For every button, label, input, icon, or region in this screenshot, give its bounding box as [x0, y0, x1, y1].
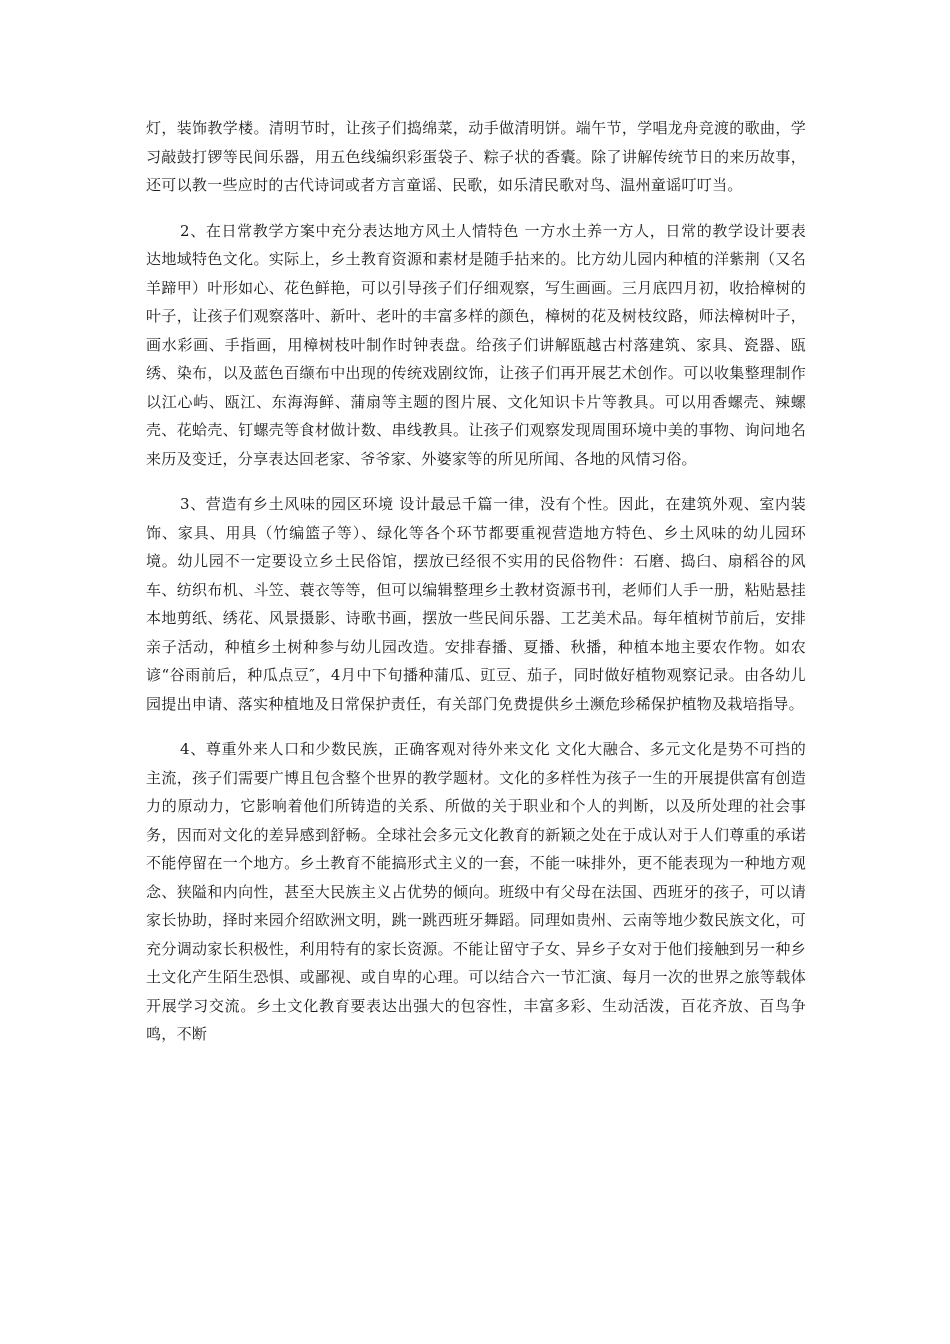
- document-body: [146, 114, 806, 1066]
- paragraph-section-3: 3、营造有乡土风味的园区环境 设计最忌千篇一律，没有个性。因此，在建筑外观、室内装饰、家具、用具（竹编篮子等）、绿化等各个环节都要重视营造地方特色、乡土风味的幼儿园环境。幼儿园不一定要设立乡土民俗馆，摆放已经很不实用的民俗物件：石磨、捣臼、扇稻谷的风车、纺织布机、斗笠、蓑衣等等，但可以编辑整理乡土教材资源书刊，老师们人手一册，粘贴悬挂本地剪纸、绣花、风景摄影、诗歌书画，摆放一些民间乐器、工艺美术品。每年植树节前后，安排亲子活动，种植乡土树种参与幼儿园改造。安排春播、夏播、秋播，种植本地主要农作物。如农谚“谷雨前后，种瓜点豆″，4月中下旬播种蒲瓜、豇豆、茄子，同时做好植物观察记录。由各幼儿园提出申请、落实种植地及日常保护责任，有关部门免费提供乡土濒危珍稀保护植物及栽培指导。: [146, 495, 806, 713]
- paragraph-continuation: 灯，装饰教学楼。清明节时，让孩子们捣绵菜，动手做清明饼。端午节，学唱龙舟竞渡的歌曲，学习敲鼓打锣等民间乐器，用五色线编织彩蛋袋子、粽子状的香囊。除了讲解传统节日的来历故事，还可以教一些应时的古代诗词或者方言童谣、民歌，如乐清民歌对鸟、温州童谣叮叮当。: [146, 119, 806, 194]
- paragraph-section-2: 2、在日常教学方案中充分表达地方风土人情特色 一方水土养一方人，日常的教学设计要表达地域特色文化。实际上，乡土教育资源和素材是随手拈来的。比方幼儿园内种植的洋紫荆（又名羊蹄甲）叶形如心、花色鲜艳，可以引导孩子们仔细观察，写生画画。三月底四月初，收拾樟树的叶子，让孩子们观察落叶、新叶、老叶的丰富多样的颜色，樟树的花及树枝纹路，师法樟树叶子，画水彩画、手指画，用樟树枝叶制作时钟表盘。给孩子们讲解瓯越古村落建筑、家具、瓷器、瓯绣、染布，以及蓝色百缬布中出现的传统戏剧纹饰，让孩子们再开展艺术创作。可以收集整理制作以江心屿、瓯江、东海海鲜、蒲扇等主题的图片展、文化知识卡片等教具。可以用香螺壳、辣螺壳、花蛤壳、钉螺壳等食材做计数、串线教具。让孩子们观察发现周围环境中美的事物、询问地名来历及变迁，分享表达回老家、爷爷家、外婆家等的所见所闻、各地的风情习俗。: [146, 221, 806, 468]
- paragraph-section-4: 4、尊重外来人口和少数民族，正确客观对待外来文化 文化大融合、多元文化是势不可挡的主流，孩子们需要广博且包含整个世界的教学题材。文化的多样性为孩子一生的开展提供富有创造力的原动力，它影响着他们所铸造的关系、所做的关于职业和个人的判断，以及所处理的社会事务，因而对文化的差异感到舒畅。全球社会多元文化教育的新颖之处在于成认对于人们尊重的承诺不能停留在一个地方。乡土教育不能搞形式主义的一套，不能一味排外，更不能表现为一种地方观念、狭隘和内向性，甚至大民族主义占优势的倾向。班级中有父母在法国、西班牙的孩子，可以请家长协助，择时来园介绍欧洲文明，跳一跳西班牙舞蹈。同理如贵州、云南等地少数民族文化，可充分调动家长积极性，利用特有的家长资源。不能让留守子女、异乡子女对于他们接触到另一种乡土文化产生陌生恐惧、或鄙视、或自卑的心理。可以结合六一节汇演、每月一次的世界之旅等载体开展学习交流。乡土文化教育要表达出强大的包容性，丰富多彩、生动活泼，百花齐放、百鸟争鸣，不断: [146, 740, 806, 1043]
